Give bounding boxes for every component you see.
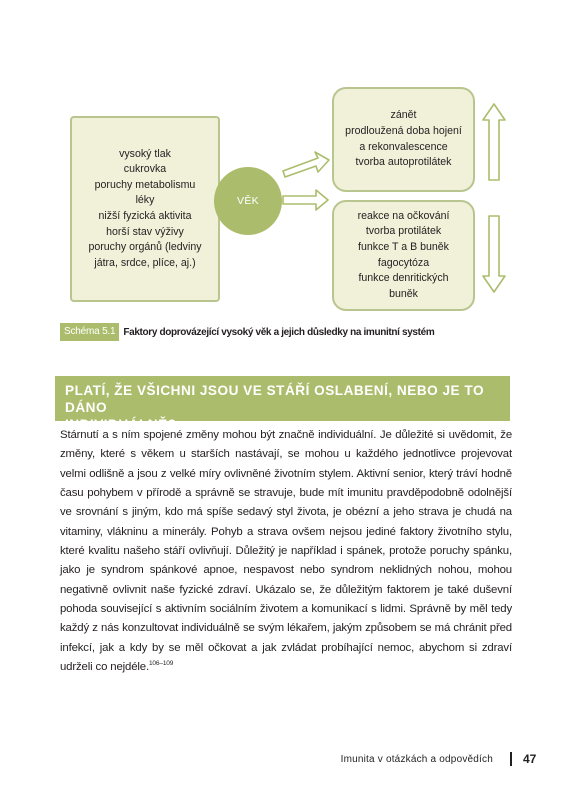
decreased-effect-item: tvorba protilátek [365, 225, 442, 238]
body-text: Stárnutí a s ním spojené změny mohou být značně individuální. Je důležité si uvědomit, že změny, které s věkem u starších nastávají, se mohou u každého jednotlivce projevovat velmi odlišně a jsou z velké míry ovlivněné životním stylem. Aktivní senior, který tráví hodně času pohybem v přírodě a správně se stravuje, bude mít imunitu pravděpodobně odolnější ve srovnání s jiným, kdo má spíše sedavý styl života, je obézní a jeho strava je chudá na vitaminy, vlákninu a minerály. Pohyb a strava ovšem nejsou jediné faktory životního stylu, které kvalitu našeho stáří ovlivňují. Důležitý je například i spánek, protože poruchy spánku, jako je syndrom spánkové apnoe, nespavost nebo syndrom neklidných nohou, mohou negativně ovlivnit naše fyzické zdraví. Ukázalo se, že důležitým faktorem je také duševní pohoda související s aktivním sociálním životem a komunikací s lidmi. Správně by měl tedy každý z nás konzultovat individuálně se svým lékařem, jakým způsobem se má chránit před infekcí, jak a kdy by se měl očkovat a jak zvládat probíhající nemoc, abychom si zdraví udrželi co nejdéle. [60, 429, 512, 674]
footer-separator [510, 752, 512, 766]
caption-label: Schéma 5.1 [60, 323, 119, 341]
age-node [214, 167, 282, 235]
arrow-to-decreased-icon [283, 190, 328, 210]
decreased-effect-item: funkce T a B buněk [358, 240, 449, 253]
increased-effect-item: zánět [390, 109, 417, 122]
running-footer-title: Imunita v otázkách a odpovědích [340, 754, 493, 765]
caption-text: Faktory doprovázející vysoký věk a jejich důsledky na imunitní systém [123, 326, 435, 338]
risk-factor-item: horší stav výživy [106, 225, 184, 238]
risk-factor-item: poruchy orgánů (ledviny [88, 241, 202, 254]
arrow-to-increased-icon [283, 152, 329, 177]
section-heading-line: INDIVIDUÁLNĚ? [65, 417, 177, 432]
risk-factor-item: nižší fyzická aktivita [98, 210, 192, 222]
age-label: VĚK [237, 195, 259, 207]
section-heading-line: PLATÍ, ŽE VŠICHNI JSOU VE STÁŘÍ OSLABENÍ, NEBO JE TO DÁNO [65, 383, 485, 415]
decrease-arrow-icon [483, 216, 505, 292]
decreased-effects-box [332, 200, 475, 311]
section-heading [55, 376, 510, 432]
citation-ref: 106–109 [148, 660, 174, 668]
decreased-effect-item: buněk [389, 287, 418, 300]
increased-effects-box [332, 87, 475, 192]
decreased-effect-item: fagocytóza [377, 256, 430, 269]
page-number: 47 [523, 752, 537, 766]
decreased-effect-item: funkce denritických [358, 272, 449, 285]
risk-factor-item: poruchy metabolismu [94, 178, 196, 191]
increased-effect-item: prodloužená doba hojení [345, 124, 462, 137]
risk-factor-item: cukrovka [123, 163, 167, 176]
figure-caption [60, 323, 434, 341]
risk-factor-item: vysoký tlak [119, 147, 171, 160]
decreased-effect-item: reakce na očkování [357, 209, 450, 222]
body-paragraph [60, 426, 512, 677]
increase-arrow-icon [483, 104, 505, 180]
increased-effect-item: tvorba autoprotilátek [355, 156, 452, 169]
increased-effect-item: a rekonvalescence [359, 140, 448, 153]
risk-factor-item: léky [135, 194, 155, 207]
risk-factor-item: játra, srdce, plíce, aj.) [94, 256, 196, 269]
risk-factors-box [70, 116, 220, 302]
